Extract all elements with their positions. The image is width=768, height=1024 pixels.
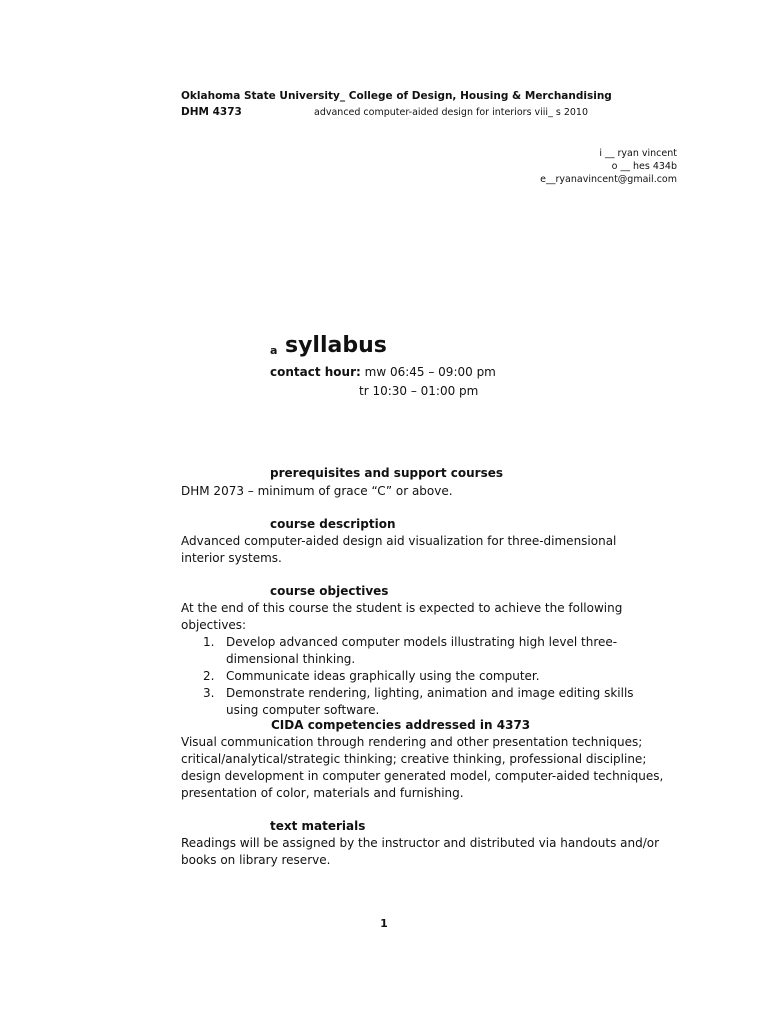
list-item-number: 2. <box>203 669 215 683</box>
description-heading: course description <box>270 517 396 531</box>
contact-hours-mw: mw 06:45 – 09:00 pm <box>364 365 496 379</box>
list-item-text: Develop advanced computer models illustrating high level three-dimensional thinking. <box>226 635 618 666</box>
page-title: syllabus <box>285 333 387 358</box>
objectives-intro: At the end of this course the student is expected to achieve the following objectives: <box>181 601 623 632</box>
list-item-number: 1. <box>203 635 215 649</box>
contact-hours-label: contact hour: <box>270 365 361 379</box>
materials-body: Readings will be assigned by the instructor and distributed via handouts and/or books on library reserve. <box>181 836 660 867</box>
cida-heading: CIDA competencies addressed in 4373 <box>271 718 531 732</box>
instructor-email: e__ryanavincent@gmail.com <box>540 174 677 185</box>
contact-block <box>540 147 677 186</box>
list-item-text: Communicate ideas graphically using the computer. <box>226 669 540 683</box>
institution-heading: Oklahoma State University_ College of Design, Housing & Merchandising <box>181 90 612 102</box>
title-prefix: a <box>270 344 278 357</box>
instructor-name: i __ ryan vincent <box>599 148 677 159</box>
description-body: Advanced computer-aided design aid visualization for three-dimensional interior systems. <box>181 534 617 565</box>
cida-body: Visual communication through rendering and other presentation techniques; critical/analytical/strategic thinking; creative thinking, professional discipline; design development in computer generated model, computer-aided techniques, presentation of color, materials and furnishing. <box>181 735 664 800</box>
list-item <box>181 668 681 685</box>
course-title: advanced computer-aided design for interiors viii_ s 2010 <box>314 107 588 118</box>
list-item <box>181 634 666 668</box>
prerequisites-body: DHM 2073 – minimum of grace “C” or above. <box>181 484 453 498</box>
objectives-heading: course objectives <box>270 584 389 598</box>
course-code: DHM 4373 <box>181 106 242 118</box>
objectives-block <box>181 600 681 719</box>
list-item-number: 3. <box>203 686 215 700</box>
list-item <box>181 685 666 719</box>
page-number: 1 <box>380 917 388 930</box>
office-location: o __ hes 434b <box>611 161 677 172</box>
list-item-text: Demonstrate rendering, lighting, animation and image editing skills using computer software. <box>226 686 634 717</box>
objectives-list <box>181 634 681 719</box>
materials-heading: text materials <box>270 819 366 833</box>
prerequisites-heading: prerequisites and support courses <box>270 466 503 480</box>
contact-hours-tr: tr 10:30 – 01:00 pm <box>359 384 479 398</box>
contact-hours-line1 <box>270 365 496 379</box>
